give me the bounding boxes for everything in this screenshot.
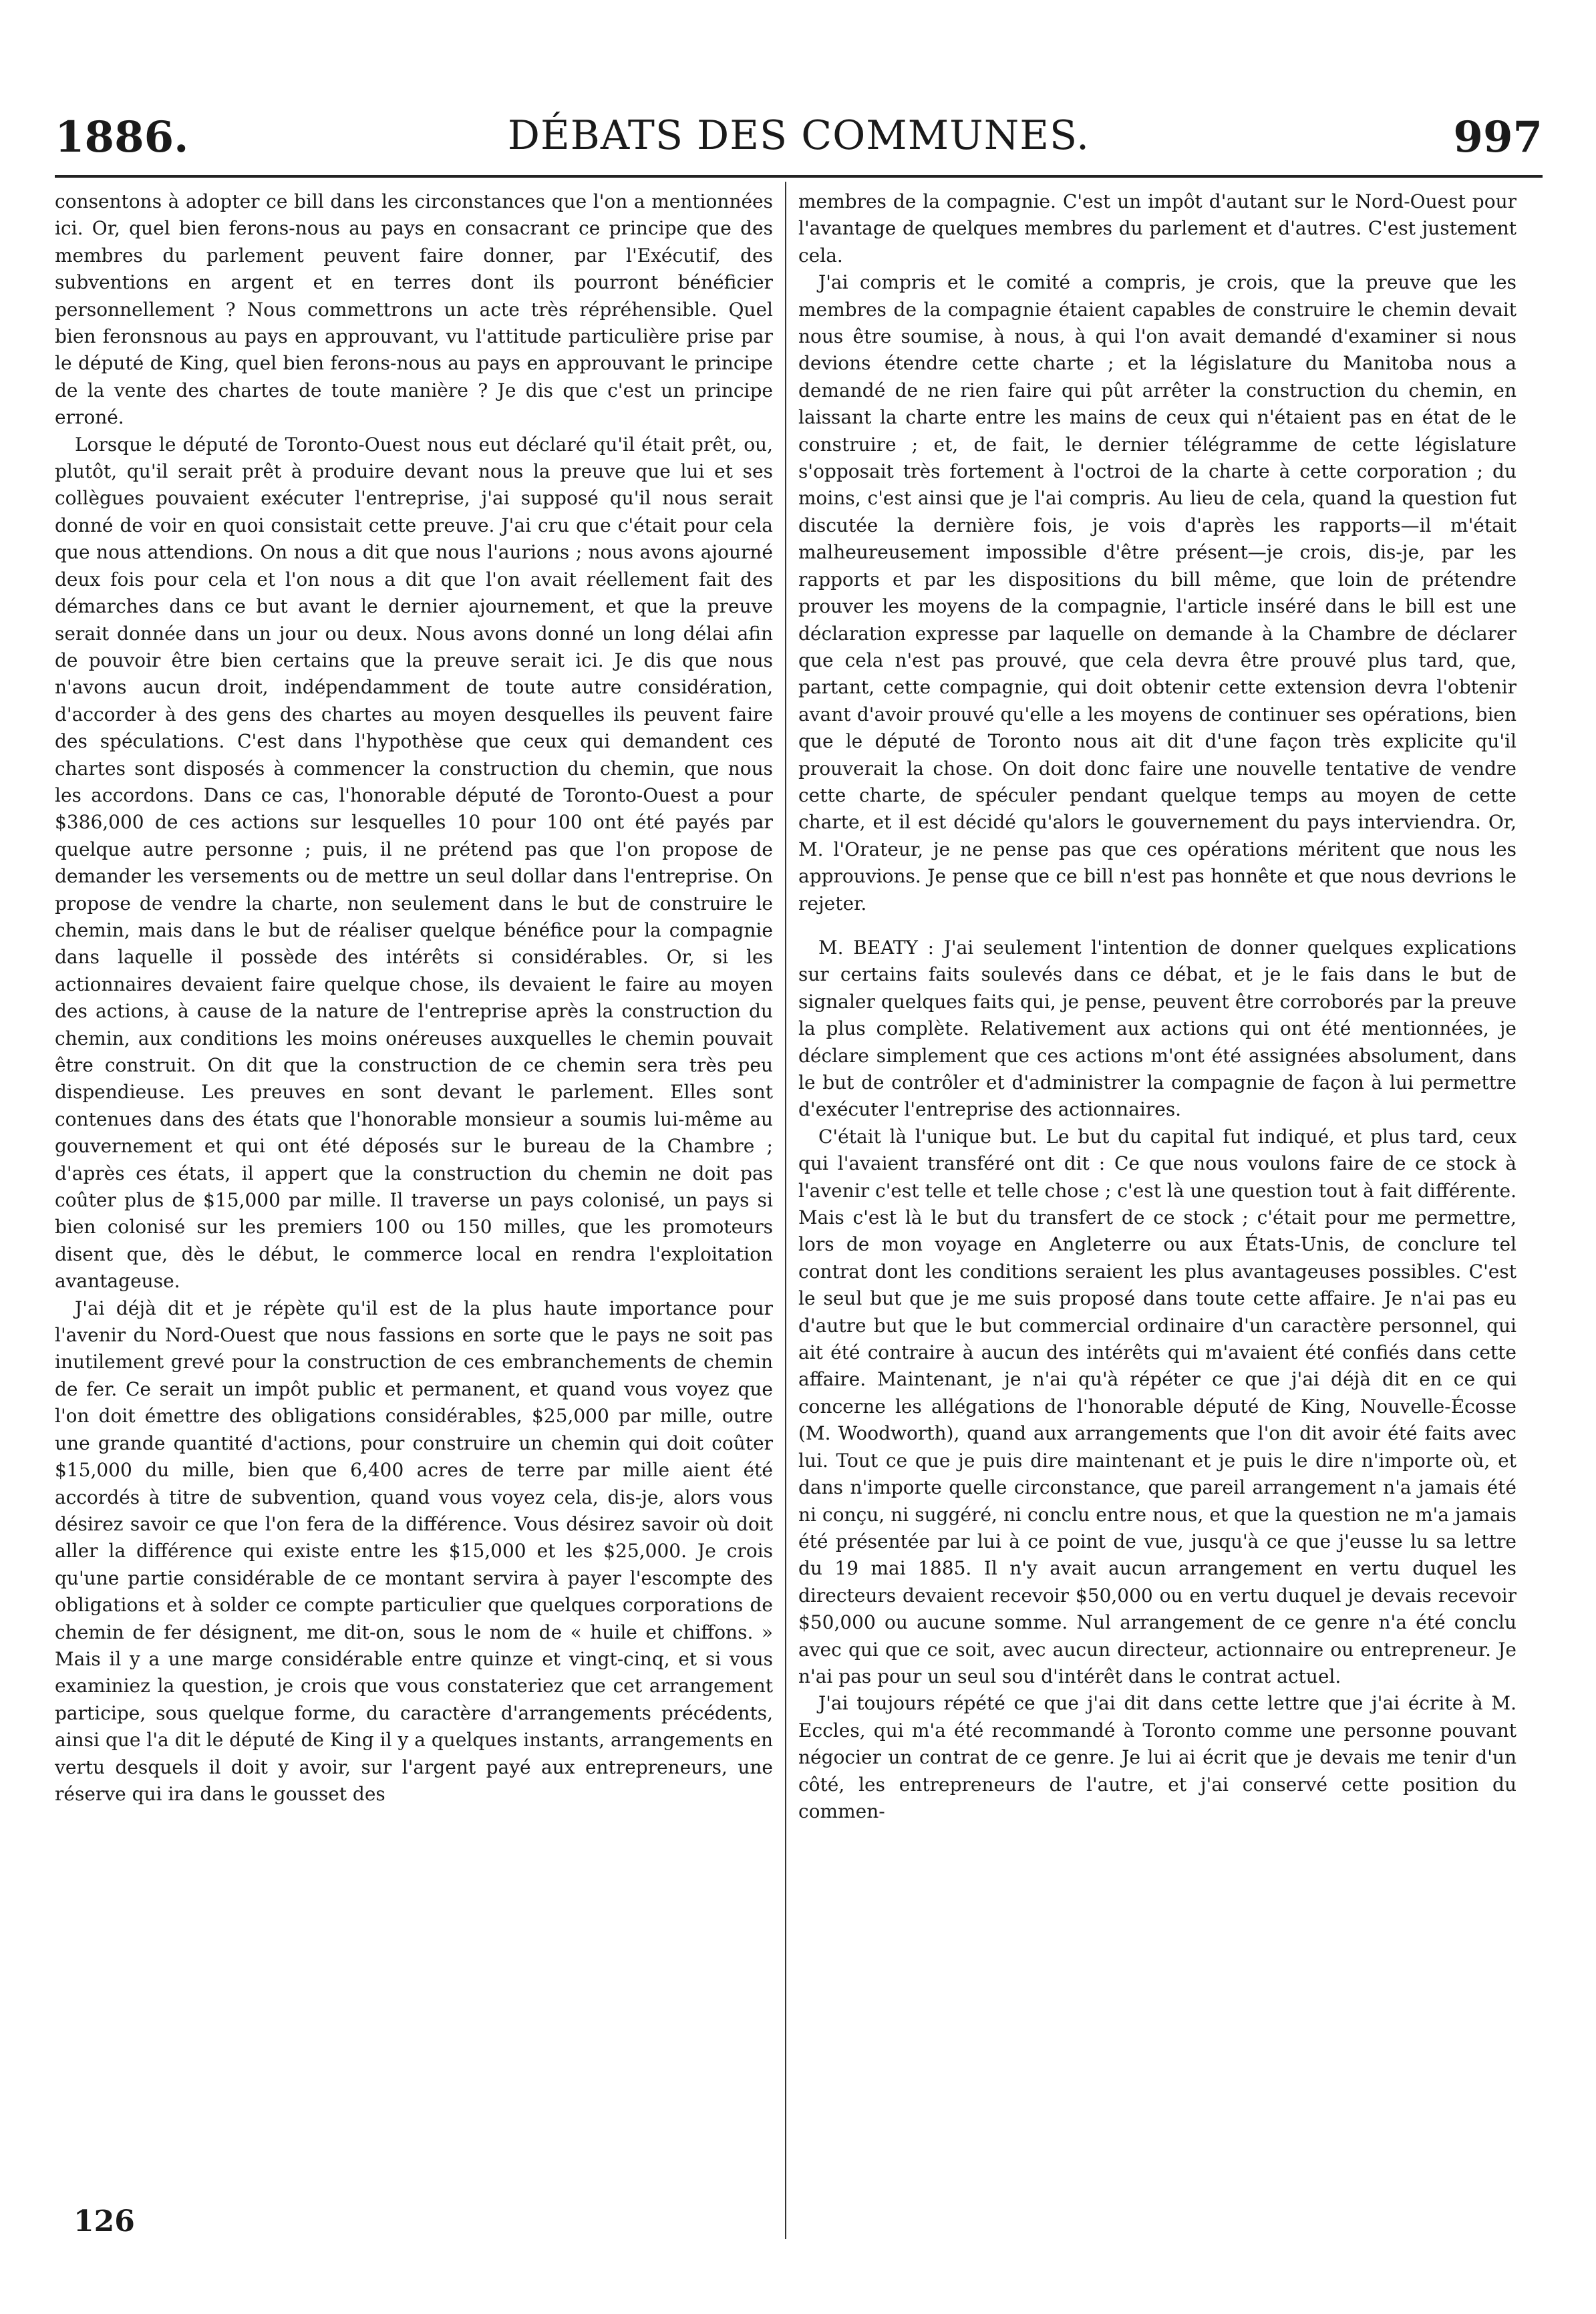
page-header — [55, 112, 1543, 172]
paragraph: J'ai compris et le comité a compris, je crois, que la preuve que les membres de la compagnie étaient capables de construire le chemin devait nous être soumise, à nous, à qui l'on avait demandé d'examiner si nous devions étendre cette charte ; et la législature du Manitoba nous a demandé de ne rien faire qui pût arrêter la construction du chemin, en laissant la charte entre les mains de ceux qui n'étaient pas en état de le construire ; et, de fait, le dernier télégramme de cette législature s'opposait très fortement à l'octroi de la charte à cette corporation ; du moins, c'est ainsi que je l'ai compris. Au lieu de cela, quand la question fut discutée la dernière fois, je vois d'après les rapports—il m'était malheureusement impossible d'être présent—je crois, dis-je, par les rapports et par les dispositions du bill même, que loin de prétendre prouver les moyens de la compagnie, l'article inséré dans le bill est une déclaration expresse par laquelle on demande à la Chambre de déclarer que cela n'est pas prouvé, que cela devra être prouvé plus tard, que, partant, cette compagnie, qui doit obtenir cette extension devra l'obtenir avant d'avoir prouvé qu'elle a les moyens de continuer ses opérations, bien que le député de Toronto nous ait dit d'une façon très explicite qu'il prouverait la chose. On doit donc faire une nouvelle tentative de vendre cette charte, de spéculer pendant quelque temps au moyen de cette charte, et il est décidé qu'alors le gouvernement du pays interviendra. Or, M. l'Orateur, je ne pense pas que ces opérations méritent que nous les approuvions. Je pense que ce bill n'est pas honnête et que nous devrions le rejeter. — [798, 271, 1517, 915]
header-year: 1886. — [55, 112, 189, 162]
page-number: 997 — [1453, 112, 1543, 162]
header-title: DÉBATS DES COMMUNES. — [507, 112, 1090, 159]
column-divider — [785, 182, 786, 2239]
paragraph: consentons à adopter ce bill dans les circonstances que l'on a mentionnées ici. Or, quel bien ferons-nous au pays en consacrant ce principe que des membres du parlement peuvent faire donner, par l'Exécutif, des subventions en argent et en terres dont ils pourront bénéficier personnellement ? Nous commettrons un acte très répréhensible. Quel bien feronsnous au pays en approuvant, vu l'attitude particulière prise par le député de King, quel bien ferons-nous au pays en approuvant le principe de la vente des chartes de toute manière ? Je dis que c'est un principe erroné. — [55, 190, 773, 429]
speaker-paragraph: M. BEATY : J'ai seulement l'intention de donner quelques explications sur certains faits soulevés dans ce débat, et je le fais dans le but de signaler quelques faits qui, je pense, peuvent être corroborés par la preuve la plus complète. Relativement aux actions qui ont été mentionnées, je déclare simplement que ces actions m'ont été assignées absolument, dans le but de contrôler et d'administrer la compagnie de façon à lui permettre d'exécuter l'entreprise des actionnaires. — [798, 936, 1517, 1121]
paragraph: J'ai toujours répété ce que j'ai dit dans cette lettre que j'ai écrite à M. Eccles, qui m'a été recommandé à Toronto comme une personne pouvant négocier un contrat de ce genre. Je lui ai écrit que je devais me tenir d'un côté, les entrepreneurs de l'autre, et j'ai conservé cette position du commen- — [798, 1692, 1517, 1822]
left-column — [55, 188, 773, 1808]
right-column — [798, 188, 1517, 1825]
paragraph: J'ai déjà dit et je répète qu'il est de la plus haute importance pour l'avenir du Nord-Ouest que nous fassions en sorte que le pays ne soit pas inutilement grevé pour la construction de ces embranchements de chemin de fer. Ce serait un impôt public et permanent, et quand vous voyez que l'on doit émettre des obligations considérables, $25,000 par mille, outre une grande quantité d'actions, pour construire un chemin qui doit coûter $15,000 du mille, bien que 6,400 acres de terre par mille aient été accordés à titre de subvention, quand vous voyez cela, dis-je, alors vous désirez savoir ce que l'on fera de la différence. Vous désirez savoir où doit aller la différence qui existe entre les $15,000 et les $25,000. Je crois qu'une partie considérable de ce montant servira à payer l'escompte des obligations et à solder ce compte particulier que quelques corporations de chemin de fer désignent, me dit-on, sous le nom de « huile et chiffons. » Mais il y a une marge considérable entre quinze et vingt-cinq, et si vous examiniez la question, je crois que vous constateriez que cet arrangement participe, sous quelque forme, du caractère d'arrangements précédents, ainsi que l'a dit le député de King il y a quelques instants, arrangements en vertu desquels il doit y avoir, sur l'argent payé aux entrepreneurs, une réserve qui ira dans le gousset des — [55, 1297, 773, 1805]
paragraph: membres de la compagnie. C'est un impôt d'autant sur le Nord-Ouest pour l'avantage de quelques membres du parlement et d'autres. C'est justement cela. — [798, 190, 1517, 267]
header-rule — [55, 175, 1543, 178]
signature-mark: 126 — [73, 2204, 135, 2239]
paragraph: Lorsque le député de Toronto-Ouest nous eut déclaré qu'il était prêt, ou, plutôt, qu'il serait prêt à produire devant nous la preuve que lui et ses collègues pouvaient exécuter l'entreprise, j'ai supposé qu'il nous serait donné de voir en quoi consistait cette preuve. J'ai cru que c'était pour cela que nous attendions. On nous a dit que nous l'aurions ; nous avons ajourné deux fois pour cela et l'on nous a dit que l'on avait réellement fait des démarches dans ce but avant le dernier ajournement, et que la preuve serait donnée dans un jour ou deux. Nous avons donné un long délai afin de pouvoir être bien certains que la preuve serait ici. Je dis que nous n'avons aucun droit, indépendamment de toute autre considération, d'accorder à des gens des chartes au moyen desquelles ils peuvent faire des spéculations. C'est dans l'hypothèse que ceux qui demandent ces chartes sont disposés à commencer la construction du chemin, que nous les accordons. Dans ce cas, l'honorable député de Toronto-Ouest a pour $386,000 de ces actions sur lesquelles 10 pour 100 ont été payés par quelque autre personne ; puis, il ne prétend pas que l'on propose de demander les versements ou de mettre un seul dollar dans l'entreprise. On propose de vendre la charte, non seulement dans le but de construire le chemin, mais dans le but de réaliser quelque bénéfice pour la compagnie dans laquelle il possède des intérêts si considérables. Or, si les actionnaires devaient faire quelque chose, ils devaient le faire au moyen des actions, à cause de la nature de l'entreprise après la construction du chemin, aux conditions les moins onéreuses auxquelles le chemin pouvait être construit. On dit que la construction de ce chemin sera très peu dispendieuse. Les preuves en sont devant le parlement. Elles sont contenues dans des états que l'honorable monsieur a soumis lui-même au gouvernement et qui ont été déposés sur le bureau de la Chambre ; d'après ces états, il appert que la construction du chemin ne doit pas coûter plus de $15,000 par mille. Il traverse un pays colonisé, un pays si bien colonisé sur les premiers 100 ou 150 milles, que les promoteurs disent que, dès le début, le commerce local en rendra l'exploitation avantageuse. — [55, 433, 773, 1293]
paragraph: C'était là l'unique but. Le but du capital fut indiqué, et plus tard, ceux qui l'avaient transféré ont dit : Ce que nous voulons faire de ce stock à l'avenir c'est telle et telle chose ; c'est là une question tout à fait différente. Mais c'est là le but du transfert de ce stock ; c'était pour me permettre, lors de mon voyage en Angleterre ou aux États-Unis, de conclure tel contrat dont les conditions seraient les plus avantageuses possibles. C'est le seul but que je me suis proposé dans toute cette affaire. Je n'ai pas eu d'autre but que le but commercial ordinaire d'un caractère personnel, qui ait été contraire à aucun des intérêts qui m'avaient été confiés dans cette affaire. Maintenant, je n'ai qu'à répéter ce que j'ai déjà dit en ce qui concerne les allégations de l'honorable député de King, Nouvelle-Écosse (M. Woodworth), quand aux arrangements que l'on dit avoir été faits avec lui. Tout ce que je puis dire maintenant et je puis le dire n'importe où, et dans n'importe quelle circonstance, que pareil arrangement n'a jamais été ni conçu, ni suggéré, ni conclu entre nous, et que la question ne m'a jamais été présentée par lui à ce point de vue, jusqu'à ce que j'eusse lu sa lettre du 19 mai 1885. Il n'y avait aucun arrangement en vertu duquel les directeurs devaient recevoir $50,000 ou en vertu duquel je devais recevoir $50,000 ou aucune somme. Nul arrangement de ce genre n'a été conclu avec qui que ce soit, avec aucun directeur, actionnaire ou entrepreneur. Je n'ai pas pour un seul sou d'intérêt dans le contrat actuel. — [798, 1125, 1517, 1687]
